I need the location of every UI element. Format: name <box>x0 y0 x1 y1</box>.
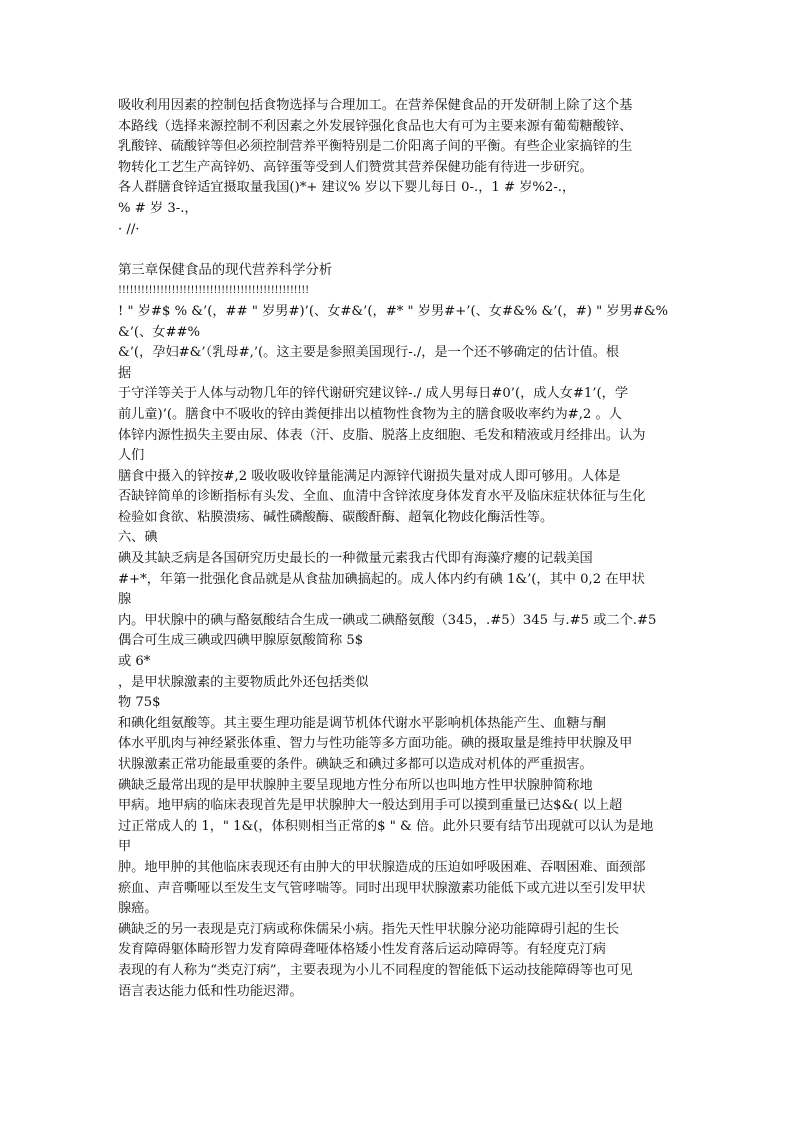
text-line: 甲 <box>118 839 132 855</box>
text-line: % # 岁 3-.， <box>118 200 198 216</box>
text-line: 体锌内源性损失主要由尿、体表（汗、皮脂、脱落上皮细胞、毛发和精液或月经排出。认为 <box>118 427 646 443</box>
text-line: 腺癌。 <box>118 901 158 917</box>
text-line: 过正常成人的 1，" 1&(，体积则相当正常的$ " & 倍。此外只要有结节出现就可以认为是地 <box>118 818 654 834</box>
text-line: 偶合可生成三碘或四碘甲腺原氨酸简称 5$ <box>118 633 364 649</box>
text-line: 碘及其缺乏病是各国研究历史最长的一种微量元素我古代即有海藻疗瘿的记载美国 <box>118 551 593 567</box>
text-line: 吸收利用因素的控制包括食物选择与合理加工。在营养保健食品的开发研制上除了这个基 <box>118 98 633 113</box>
text-line: 膳食中摄入的锌按#,2 吸收吸收锌量能满足内源锌代谢损失量对成人即可够用。人体是 <box>118 468 621 484</box>
text-line: 碘缺乏的另一表现是克汀病或称侏儒呆小病。指先天性甲状腺分泌功能障碍引起的生长 <box>118 921 620 937</box>
text-line: 于守洋等关于人体与动物几年的锌代谢研究建议锌-./ 成人男每日#0’(，成人女#1’(，学 <box>118 386 629 402</box>
text-line: 瘀血、声音嘶哑以至发生支气管哮喘等。同时出现甲状腺激素功能低下或亢进以至引发甲状 <box>118 880 646 896</box>
text-line: ! " 岁#$ % &’(，## " 岁男#)’(、女#&’(，#* " 岁男#+’(、女#&% &’(，#) " 岁男#&% <box>118 303 669 319</box>
text-line: &’(，孕妇#&’（乳母#,’(。这主要是参照美国现行-./，是一个还不够确定的估计值。根 <box>118 345 620 361</box>
chapter-heading: 第三章保健食品的现代营养科学分析 <box>118 262 333 278</box>
text-line: 和碘化组氨酸等。其主要生理功能是调节机体代谢水平影响机体热能产生、血糖与酮 <box>118 715 606 731</box>
text-line: 腺 <box>118 592 132 608</box>
text-line: 发育障碍躯体畸形智力发育障碍聋哑体格矮小性发育落后运动障碍等。有轻度克汀病 <box>118 942 606 958</box>
text-line: 碘缺乏最常出现的是甲状腺肿主要呈现地方性分布所以也叫地方性甲状腺肿简称地 <box>118 777 593 793</box>
text-line: 语言表达能力低和性功能迟滞。 <box>118 983 303 999</box>
text-line: 本路线（选择来源控制不利因素之外发展锌强化食品也大有可为主要来源有葡萄糖酸锌、 <box>118 118 633 134</box>
text-line: 物转化工艺生产高锌奶、高锌蛋等受到人们赞赏其营养保健功能有待进一步研究。 <box>118 159 593 175</box>
text-line: 状腺激素正常功能最重要的条件。碘缺乏和碘过多都可以造成对机体的严重损害。 <box>118 757 593 772</box>
text-line: 否缺锌简单的诊断指标有头发、全血、血清中含锌浓度身体发育水平及临床症状体征与生化 <box>118 489 646 505</box>
text-line: 体水平肌肉与神经紧张体重、智力与性功能等多方面功能。碘的摄取量是维持甲状腺及甲 <box>118 736 633 752</box>
text-line: 甲病。地甲病的临床表现首先是甲状腺肿大一般达到用手可以摸到重量已达$&( 以上超 <box>118 798 623 814</box>
text-line: ，是甲状腺激素的主要物质此外还包括类似 <box>118 674 369 690</box>
text-line: 各人群膳食锌适宜摄取量我国()*+ 建议% 岁以下婴儿每日 0-.，1 # 岁%2-.， <box>118 180 576 196</box>
text-line: #+*，年第一批强化食品就是从食盐加碘搞起的。成人体内约有碘 1&’(，其中 0,2 在甲状 <box>118 571 645 587</box>
text-line: 前儿童)’(。膳食中不吸收的锌由粪便排出以植物性食物为主的膳食吸收率约为#,2 。人 <box>118 406 622 422</box>
text-line: 或 6* <box>118 654 151 670</box>
text-line: 乳酸锌、硫酸锌等但必须控制营养平衡特别是二价阳离子间的平衡。有些企业家搞锌的生 <box>118 139 633 155</box>
text-line: 肿。地甲肿的其他临床表现还有由肿大的甲状腺造成的压迫如呼吸困难、吞咽困难、面颈部 <box>118 859 646 875</box>
text-line: 物 75$ <box>118 695 161 711</box>
text-line: 表现的有人称为“类克汀病”，主要表现为小儿不同程度的智能低下运动技能障碍等也可见 <box>118 962 633 978</box>
separator-line: !!!!!!!!!!!!!!!!!!!!!!!!!!!!!!!!!!!!!!!!!!!!!!!!!! <box>118 285 309 297</box>
text-line: 人们 <box>118 448 145 464</box>
text-line: 检验如食欲、粘膜溃疡、碱性磷酸酶、碳酸酐酶、超氧化物歧化酶活性等。 <box>118 509 554 525</box>
blank-line <box>118 240 688 261</box>
page-number: · //· <box>118 221 140 237</box>
text-line: 内。甲状腺中的碘与酪氨酸结合生成一碘或二碘酪氨酸（345，.#5）345 与.#5 或二个.#5 <box>118 612 657 628</box>
text-line: &’(、女##% <box>118 324 201 340</box>
text-line: 据 <box>118 365 132 381</box>
document-page <box>118 96 688 1002</box>
section-heading: 六、碘 <box>118 530 158 546</box>
